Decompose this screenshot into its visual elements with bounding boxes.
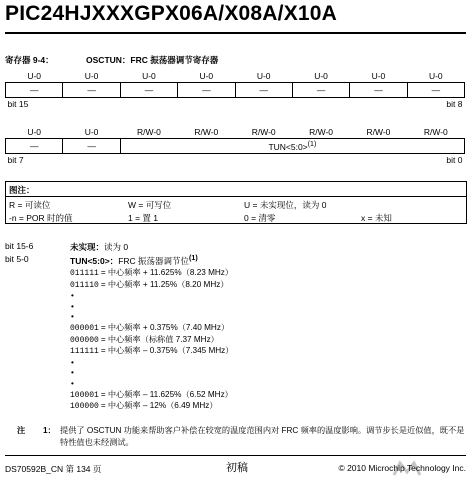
access-cell: U-0	[84, 127, 99, 137]
tun-meaning: = 中心频率 – 11.625%	[100, 389, 182, 399]
field-note: (1)	[189, 254, 198, 262]
footer-rule	[5, 455, 466, 456]
tun-value-row	[70, 401, 233, 413]
access-cell: U-0	[371, 71, 386, 81]
tun-meaning: = 中心频率 + 11.625%	[100, 268, 182, 277]
legend-row	[6, 210, 466, 223]
bit-range-label: bit 5-0	[5, 254, 29, 264]
legend-item: -n = POR 时的值	[9, 213, 73, 223]
tun-value-row	[70, 346, 233, 358]
bit-range-label: bit 15-6	[5, 241, 34, 251]
legend-item: 1 = 置 1	[128, 213, 159, 223]
access-cell: R/W-0	[194, 127, 219, 137]
bit-left-label: bit 7	[7, 155, 24, 165]
note-label: 注	[17, 426, 26, 435]
bit-description	[70, 241, 128, 253]
tun-value-row	[70, 390, 233, 402]
bit-cell: —	[178, 83, 235, 98]
tun-meaning: = 中心频率	[100, 334, 141, 344]
tun-field-label: TUN<5:0>	[268, 141, 308, 152]
tun-code: 111111	[70, 347, 99, 357]
tun-meaning: = 中心频率 – 0.375%	[100, 346, 178, 356]
tun-frequency: （8.20 MHz）	[177, 279, 229, 289]
access-cell: R/W-0	[366, 127, 391, 137]
legend-item: R = 可读位	[9, 200, 51, 210]
tun-frequency: （7.40 MHz）	[177, 322, 230, 332]
field-name: 未实现：	[70, 242, 105, 252]
tun-field-cell	[120, 139, 464, 154]
bit-row-high	[6, 83, 465, 98]
legend-item: x = 未知	[361, 213, 392, 223]
bit-right-label: bit 0	[446, 155, 463, 165]
access-cell: R/W-0	[136, 127, 161, 137]
title-rule	[5, 32, 466, 34]
bit-numbers-low	[6, 154, 465, 167]
field-name: TUN<5:0>：	[70, 255, 119, 266]
register-name: OSCTUN：FRC 振荡器调节寄存器	[86, 55, 219, 65]
access-cell: U-0	[27, 127, 42, 137]
tun-frequency: （7.345 MHz）	[177, 346, 234, 356]
tun-frequency: （标称值 7.37 MHz）	[140, 334, 219, 344]
tun-frequency: （8.23 MHz）	[181, 268, 234, 277]
legend-item: W = 可写位	[128, 200, 172, 210]
tun-code: 011111	[70, 269, 99, 278]
bit-cell: —	[63, 139, 120, 154]
tun-code: 100001	[70, 390, 99, 400]
footer-copyright: © 2010 Microchip Technology Inc.	[338, 463, 466, 473]
bit-cell: —	[6, 139, 63, 154]
register-caption	[5, 54, 218, 66]
access-row-high	[6, 70, 465, 83]
access-cell: U-0	[314, 71, 328, 81]
tun-value-row	[70, 323, 233, 335]
field-desc: 读为 0	[104, 242, 129, 252]
footer-doc-id: DS70592B_CN 第 134 页	[5, 464, 102, 474]
ellipsis-dot: •	[71, 357, 74, 367]
footer-draft-label: 初稿	[226, 462, 248, 474]
tun-value-row	[70, 268, 233, 280]
access-cell: U-0	[428, 71, 443, 81]
access-cell: U-0	[84, 71, 99, 81]
access-row-low	[6, 126, 465, 139]
ellipsis-dot: •	[71, 378, 74, 388]
legend-row	[6, 197, 466, 210]
tun-frequency: （6.52 MHz）	[181, 389, 233, 399]
bit-cell: —	[235, 83, 292, 98]
legend-item: U = 未实现位，读为 0	[244, 200, 327, 210]
legend-header: 图注：	[6, 182, 466, 197]
tun-meaning: = 中心频率 + 0.375%	[100, 322, 178, 332]
tun-code: 100000	[70, 402, 99, 412]
bit-row-low	[6, 139, 465, 154]
bit-cell: —	[350, 83, 407, 98]
access-cell: U-0	[142, 71, 156, 81]
tun-value-row	[70, 335, 233, 347]
page-title: PIC24HJXXXGPX06A/X08A/X10A	[5, 2, 338, 25]
bit-cell: —	[6, 83, 63, 98]
tun-value-list	[70, 268, 233, 413]
access-cell: U-0	[199, 71, 214, 81]
tun-code: 011110	[70, 280, 99, 290]
register-low-byte	[5, 126, 465, 166]
access-cell: R/W-0	[251, 127, 276, 137]
access-cell: U-0	[256, 71, 271, 81]
legend-box	[5, 181, 467, 224]
ellipsis-dot: •	[71, 301, 74, 311]
bit-description	[70, 254, 198, 267]
ellipsis-dot: •	[71, 368, 74, 378]
ellipsis-dot: •	[71, 291, 74, 301]
access-cell: R/W-0	[309, 127, 334, 137]
note-number: 1：	[43, 426, 56, 435]
bit-cell: —	[63, 83, 120, 98]
bit-left-label: bit 15	[7, 99, 29, 109]
bit-numbers-high	[6, 98, 465, 111]
register-number: 寄存器 9-4：	[5, 55, 54, 65]
bit-cell: —	[292, 83, 349, 98]
tun-code: 000001	[70, 323, 99, 333]
register-high-byte	[5, 70, 465, 110]
tun-field-note: (1)	[307, 140, 317, 149]
ellipsis-dot: •	[71, 312, 74, 322]
note-text: 提供了 OSCTUN 功能来帮助客户补偿在较宽的温度范围内对 FRC 频率的温度影响。调节步长是近似值，既不是特性值也未经测试。	[60, 426, 465, 447]
tun-value-row	[70, 280, 233, 292]
tun-code: 000000	[70, 335, 99, 345]
bit-right-label: bit 8	[446, 99, 463, 109]
field-desc: FRC 振荡器调节位	[118, 255, 190, 266]
bit-cell: —	[407, 83, 464, 98]
tun-meaning: = 中心频率 – 12%	[100, 401, 167, 411]
tun-frequency: （6.49 MHz）	[166, 401, 218, 411]
bit-cell: —	[120, 83, 177, 98]
access-cell: U-0	[27, 71, 42, 81]
access-cell: R/W-0	[423, 127, 448, 137]
tun-meaning: = 中心频率 + 11.25%	[100, 279, 178, 289]
legend-item: 0 = 清零	[244, 213, 276, 223]
